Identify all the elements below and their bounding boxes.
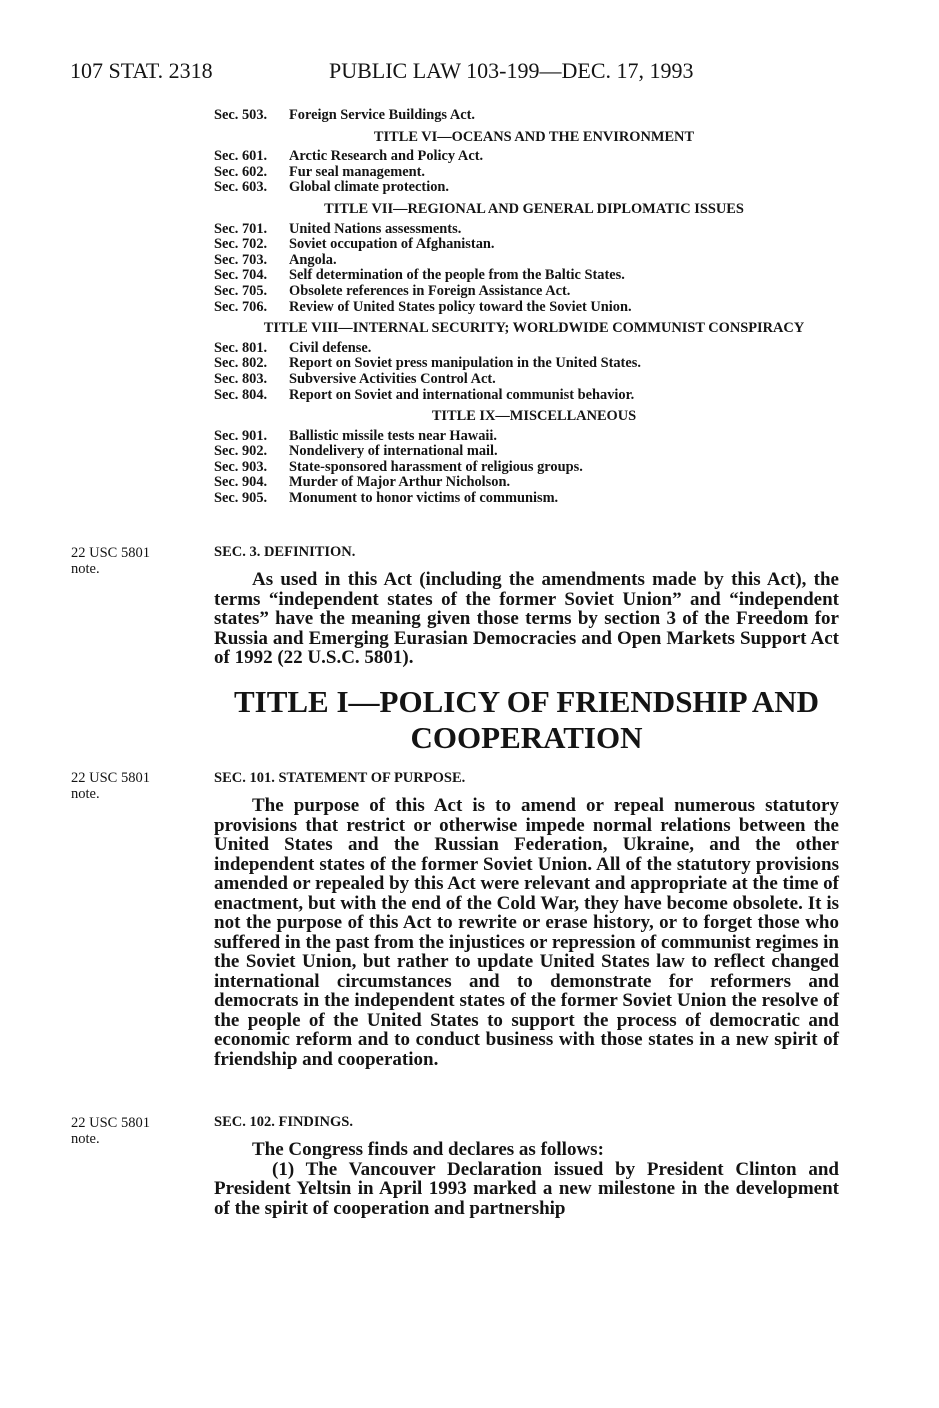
toc-entry [214,300,854,316]
toc-section-title: Report on Soviet press manipulation in the United States. [289,355,641,372]
toc-entry [214,165,854,181]
toc-section-title: Subversive Activities Control Act. [289,370,496,387]
toc-entry [214,372,854,388]
toc-section-title: Review of United States policy toward the Soviet Union. [289,298,632,315]
toc-title-heading: TITLE IX—MISCELLANEOUS [431,408,637,425]
findings-intro [214,1140,839,1160]
toc-entry [214,475,854,491]
toc-section-title: Arctic Research and Policy Act. [289,148,484,165]
toc-section-number: Sec. 802. [214,355,268,372]
title-heading-line: TITLE I—POLICY OF FRIENDSHIP AND [233,684,820,719]
toc-section-title: Global climate protection. [289,179,450,196]
toc-entry [214,491,854,507]
margin-citation-code: 22 USC 5801 [71,770,150,786]
statute-reference: 107 STAT. 2318 [70,58,213,83]
toc-section-title: Soviet occupation of Afghanistan. [289,236,495,253]
toc-section-number: Sec. 701. [214,220,268,237]
section-heading: SEC. 3. DEFINITION. [214,544,356,560]
toc-title-heading: TITLE VI—OCEANS AND THE ENVIRONMENT [373,128,695,145]
toc-section-title: Self determination of the people from the Baltic States. [289,267,625,284]
toc-section-number: Sec. 903. [214,458,268,475]
toc-section-number: Sec. 603. [214,179,268,196]
toc-entry [214,108,854,124]
toc-entry [214,356,854,372]
toc-section-title: Fur seal management. [289,163,426,180]
margin-citation-note: note. [71,786,100,802]
toc-section-title: Ballistic missile tests near Hawaii. [289,427,497,444]
margin-citation-note: note. [71,1131,100,1147]
toc-entry [214,341,854,357]
toc-section-title: Civil defense. [289,339,372,356]
finding-item-text: (1) The Vancouver Declaration issued by President Clinton and President Yeltsin in April 1993 marked a new milestone in the development of the spirit of cooperation and partnership [214,1158,839,1219]
toc-section-number: Sec. 705. [214,282,268,299]
margin-citation [71,545,150,577]
margin-citation-code: 22 USC 5801 [71,545,150,561]
title-heading [214,684,839,756]
toc-section-number: Sec. 602. [214,163,268,180]
toc-title-heading: TITLE VII—REGIONAL AND GENERAL DIPLOMATIC ISSUES [324,200,744,217]
toc-section-number: Sec. 801. [214,339,268,356]
toc-entry [214,268,854,284]
section-heading: SEC. 102. FINDINGS. [214,1114,353,1130]
toc-section-title: Murder of Major Arthur Nicholson. [289,474,511,491]
toc-section-number: Sec. 902. [214,443,268,460]
margin-citation-note: note. [71,561,100,577]
margin-citation [71,1115,150,1147]
toc-entry [214,284,854,300]
purpose-text: The purpose of this Act is to amend or repeal numerous statutory provisions that restrict or otherwise impede normal relations between the United States and the Russian Federation, Ukraine, and the other independent states of the former Soviet Union. All of the statutory provisions amended or repealed by this Act were relevant and appropriate at the time of enactment, but with the end of the Cold War, they have become obsolete. It is not the purpose of this Act to rewrite or erase history, or to forget those who suffered in the past from the injustices or repression of communist regimes in the Soviet Union, but rather to update United States law to reflect changed international circumstances and to demonstrate for reformers and democrats in the independent states of the former Soviet Union the resolve of the people of the United States to support the process of democratic and economic reform and to conduct business with those states in a new spirit of friendship and cooperation. [214,795,839,1070]
toc-entry [214,253,854,269]
margin-citation [71,770,150,802]
toc-section-number: Sec. 703. [214,251,268,268]
toc-section-number: Sec. 601. [214,148,268,165]
toc-entry [214,388,854,404]
toc-section-title: Angola. [289,251,337,268]
toc-entry [214,237,854,253]
toc-section-title: Nondelivery of international mail. [289,443,498,460]
margin-citation-code: 22 USC 5801 [71,1115,150,1131]
page-header [70,58,890,90]
table-of-contents [214,108,854,507]
title-heading-line: COOPERATION [410,720,643,755]
toc-section-title: United Nations assessments. [289,220,462,237]
toc-entry [214,460,854,476]
section-text [214,796,839,1069]
toc-section-number: Sec. 706. [214,298,268,315]
toc-entry [214,429,854,445]
section-heading: SEC. 101. STATEMENT OF PURPOSE. [214,770,466,786]
toc-section-number: Sec. 905. [214,490,268,507]
toc-entry [214,149,854,165]
toc-section-number: Sec. 702. [214,236,268,253]
section-text [214,570,839,668]
toc-section-number: Sec. 503. [214,107,268,123]
toc-section-title: State-sponsored harassment of religious groups. [289,458,583,475]
toc-section-number: Sec. 804. [214,386,268,403]
toc-section-title: Monument to honor victims of communism. [289,490,559,507]
toc-entry [214,444,854,460]
toc-section-title: Report on Soviet and international communist behavior. [289,386,635,403]
section-text [214,1140,839,1218]
finding-item [214,1160,839,1219]
toc-section-number: Sec. 901. [214,427,268,444]
toc-title-heading: TITLE VIII—INTERNAL SECURITY; WORLDWIDE COMMUNIST CONSPIRACY [263,320,805,337]
toc-section-title: Foreign Service Buildings Act. [289,107,476,123]
public-law-reference: PUBLIC LAW 103-199—DEC. 17, 1993 [329,58,694,83]
toc-section-title: Obsolete references in Foreign Assistance Act. [289,282,571,299]
definition-text: As used in this Act (including the amendments made by this Act), the terms “independent states of the former Soviet Union” and “independent states” have the meaning given those terms by section 3 of the Freedom for Russia and Emerging Eurasian Democracies and Open Markets Support Act of 1992 (22 U.S.C. 5801). [214,569,839,668]
toc-section-number: Sec. 904. [214,474,268,491]
findings-intro-text: The Congress finds and declares as follows: [252,1139,604,1160]
toc-section-number: Sec. 803. [214,370,268,387]
toc-section-number: Sec. 704. [214,267,268,284]
toc-entry [214,222,854,238]
toc-entry [214,180,854,196]
